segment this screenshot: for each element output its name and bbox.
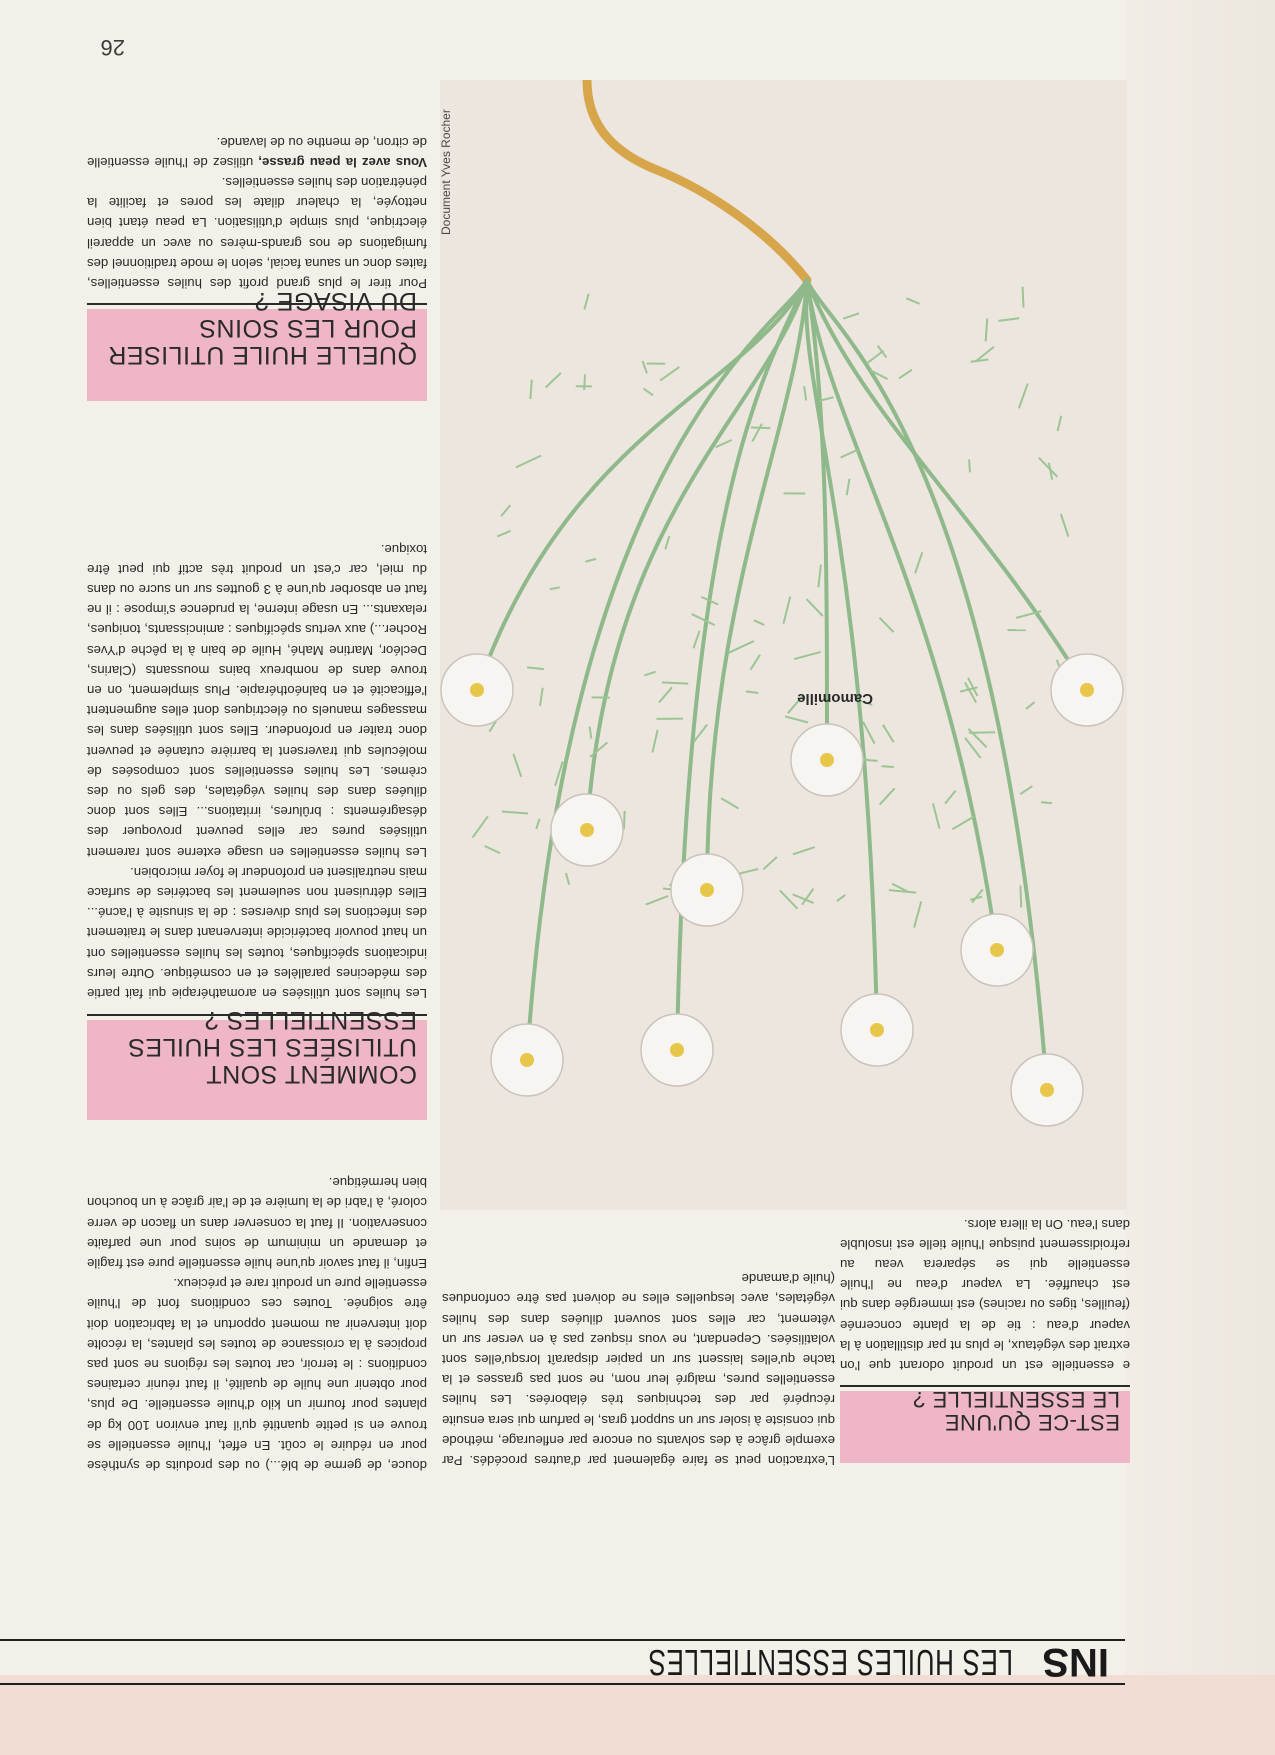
plant-caption: Camomille [797, 690, 873, 707]
leaf-frond [754, 620, 765, 625]
flower-center [1080, 683, 1094, 697]
leaf-frond [643, 389, 652, 396]
leaf-frond [585, 559, 596, 562]
column-3-paragraph-5: Pour tirer le plus grand profit des huiles essentielles, faites donc un sauna facial, selon le mode traditionnel des fumigations de nos grands-mères ou avec un appareil électrique, plus simple d'utilisation. La peau étant bien nettoyée, la chaleur dilate les pores et facilite la pénétration des huiles essentielles. [87, 174, 427, 291]
leaf-frond [550, 587, 560, 589]
leaf-frond [1058, 416, 1062, 431]
leaf-frond [999, 318, 1020, 321]
column-2-paragraph: L'extraction peut se faire également par d'autres procédés. Par exemple grâce à des solvants ou encore par enfleurage, méthode qui consiste à isoler sur un support gras, le parfum qui sera ensuite récupéré par des techniques très élaborées. Les huiles essentielles pures, malgré leur nom, ne sont pas grasses et la tache qu'elles laissent sur un papier disparaît lorsqu'elles sont volatilisées. Cependant, ne vous risquez pas à en verser sur un vêtement, car elles sont souvent diluées dans des huiles végétales, avec lesquelles elles ne doivent pas être confondues (huile d'amande [442, 1271, 835, 1468]
leaf-frond [546, 373, 561, 388]
column-3-text-bottom [87, 83, 427, 293]
leaf-frond [694, 725, 707, 742]
camomile-illustration [440, 80, 1127, 1210]
leaf-frond [889, 890, 916, 893]
leaf-frond [752, 424, 762, 442]
flower-center [1040, 1083, 1054, 1097]
tip-bold: Vous avez la peau grasse, [258, 154, 427, 170]
leaf-frond [780, 890, 798, 909]
running-header [0, 1639, 1125, 1685]
photo-credit: Document Yves Rocher [439, 109, 453, 235]
column-3-paragraph-4: Les huiles essentielles en usage externe sont rarement utilisées pures car elles peuvent provoquer des désagréments : brûlures, irritations... Elles sont donc diluées dans des huiles végétales, des gels ou des crèmes. Les huiles essentielles sont composées de molécules qui traversent la barrière cutanée et peuvent donc traiter en profondeur. Elles sont utilisées dans les massages manuels ou électriques dont elles augmentent l'efficacité et en balnéothérapie. Plus simplement, on en trouve dans de nombreux bains moussants (Clarins, Decléor, Martine Mahé, Huile de bain à la pêche d'Yves Rocher...) aux vertus spécifiques : amincissants, toniques, relaxants... En usage interne, la prudence s'impose : il ne faut en absorber qu'une à 3 gouttes sur un sucre ou dans du miel, car c'est un produit très actif qui peut être toxique. [87, 541, 427, 860]
leaf-frond [1041, 802, 1052, 803]
leaf-frond [914, 902, 921, 928]
leaf-frond [881, 766, 893, 767]
leaf-frond [501, 505, 510, 516]
column-1-paragraph: e essentielle est un produit odorant que l'on extrait des végétaux, le plus nt par distillation à la vapeur d'eau : tie de la plante concernée (feuilles, tiges ou racines) est immergée dans qui est chauffée. La vapeur d'eau ne l'huile essentielle qui se séparera veau au refroidissement puisque l'huile tielle est insoluble dans l'eau. On la illera alors. [840, 1216, 1130, 1373]
leaf-frond [899, 370, 912, 379]
leaf-frond [841, 449, 859, 457]
leaf-frond [497, 531, 510, 537]
leaf-frond [665, 536, 669, 549]
leaf-frond [659, 687, 672, 702]
leaf-frond [540, 688, 543, 706]
plant-stem [477, 280, 807, 690]
leaf-frond [646, 896, 668, 905]
leaf-frond [566, 873, 569, 885]
leaf-frond [590, 727, 592, 739]
leaf-frond [986, 318, 988, 341]
heading-rule [87, 303, 427, 305]
leaf-frond [536, 819, 539, 829]
page-number: 26 [100, 35, 125, 60]
leaf-frond [783, 597, 790, 624]
leaf-frond [794, 652, 821, 659]
leaf-frond [1026, 702, 1035, 709]
leaf-frond [590, 742, 607, 757]
flower-center [820, 753, 834, 767]
flower-center [580, 823, 594, 837]
leaf-frond [847, 479, 850, 495]
leaf-frond [527, 667, 544, 669]
leaf-frond [843, 313, 859, 318]
leaf-frond [883, 725, 894, 743]
column-3-text-top [87, 1075, 427, 1475]
heading-rule [87, 1014, 427, 1016]
heading-what-is-text: EST-CE QU'UNE LE ESSENTIELLE ? [912, 1387, 1120, 1435]
column-3-paragraph-1: douce, de germe de blé...) ou des produits de synthèse pour en réduire le coût. En effet, l'huile essentielle se trouve en si petite quantité qu'il faut environ 100 kg de plantes pour fournir un kilo d'huile essentielle. De plus, pour obtenir une huile de qualité, il faut réunir certaines conditions : le terroir, car toutes les régions ne sont pas propices à la croissance de toutes les plantes, la récolte doit intervenir au moment opportun et la fabrication doit être soignée. Toutes ces conditions font de l'huile essentielle pure un produit rare et précieux. [87, 1276, 427, 1473]
column-2-text [442, 1210, 835, 1470]
leaf-frond [763, 857, 777, 869]
heading-face-care [87, 287, 427, 401]
flower-center [700, 883, 714, 897]
column-3-paragraph-3: Les huiles sont utilisées en aromathérapie qui fait partie des médecines parallèles et en cosmétique. Outre leurs indications spécifiques, toutes les huiles essentielles ont un haut pouvoir bactéricide intervenant dans le traitement des infections les plus diverses : de la sinusite à l'acné... Elles détruisent non seulement les bactéries de surface mais neutralisent en profondeur le foyer microbien. [87, 864, 427, 1001]
leaf-frond [880, 788, 895, 804]
plant-stem [807, 280, 997, 950]
flower-center [470, 683, 484, 697]
leaf-frond [915, 552, 922, 573]
leaf-frond [1039, 458, 1058, 477]
leaf-frond [969, 732, 995, 733]
leaf-frond [584, 294, 588, 310]
flower-center [670, 1043, 684, 1057]
leaf-frond [945, 791, 955, 804]
leaf-frond [804, 386, 806, 400]
leaf-frond [693, 631, 699, 649]
heading-what-is [840, 1387, 1130, 1463]
leaf-frond [644, 672, 655, 676]
leaf-frond [969, 459, 970, 472]
leaf-frond [785, 716, 808, 722]
leaf-frond [820, 397, 834, 401]
column-3-text-mid [87, 383, 427, 1003]
leaf-frond [513, 754, 521, 777]
leaf-frond [662, 682, 688, 683]
leaf-frond [485, 846, 500, 853]
section-tag: INS [1042, 1640, 1109, 1684]
plant-root [587, 80, 807, 280]
leaf-frond [879, 618, 893, 632]
leaf-frond [1023, 287, 1024, 308]
leaf-frond [502, 812, 528, 814]
flower-center [990, 943, 1004, 957]
leaf-frond [750, 655, 760, 670]
leaf-frond [530, 380, 531, 399]
running-title: LES HUILES ESSENTIELLES [647, 1642, 1013, 1683]
leaf-frond [1061, 514, 1069, 537]
leaf-frond [1020, 886, 1021, 908]
camomile-drawing [440, 80, 1127, 1210]
tip-text: utilisez de l'huile essentielle de citron, de menthe ou de lavande. [87, 134, 427, 170]
plant-stem [527, 280, 807, 1060]
flower-center [520, 1053, 534, 1067]
leaf-frond [660, 367, 679, 381]
leaf-frond [652, 730, 657, 753]
leaf-frond [643, 361, 647, 373]
paper-fold-shadow [1125, 0, 1275, 1755]
header-band [0, 1675, 1275, 1755]
leaf-frond [971, 360, 989, 362]
leaf-frond [933, 803, 940, 828]
flower-center [870, 1023, 884, 1037]
leaf-frond [793, 847, 815, 854]
leaf-frond [863, 722, 874, 744]
heading-face-care-text: QUELLE HUILE UTILISER POUR LES SOINS DU VISAGE ? [107, 287, 417, 369]
leaf-frond [473, 816, 488, 837]
leaf-frond [867, 351, 884, 364]
leaf-frond [624, 811, 625, 830]
leaf-frond [746, 691, 758, 693]
leaf-frond [584, 374, 585, 390]
leaf-frond [965, 738, 981, 758]
heading-how-used-text: COMMENT SONT UTILISÉES LES HUILES ESSENTIELLES ? [127, 1006, 417, 1088]
leaf-frond [721, 798, 738, 808]
leaf-frond [692, 614, 715, 625]
column-3-paragraph-2: Enfin, il faut savoir qu'une huile essentielle pure est fragile et demande un minimum de soins pour une parfaite conservation. Il faut la conserver dans un flacon de verre coloré, à l'abri de la lumière et de l'air grâce à un bouchon bien hermétique. [87, 1175, 427, 1271]
plant-stem [806, 280, 877, 1030]
plant-stem [587, 280, 807, 830]
leaf-frond [818, 565, 821, 588]
tip-paragraph [87, 131, 427, 171]
heading-how-used [87, 1006, 427, 1120]
leaf-frond [729, 641, 754, 653]
leaf-frond [1019, 383, 1028, 408]
leaf-frond [1020, 786, 1032, 794]
leaf-frond [965, 682, 976, 702]
leaf-frond [837, 895, 845, 901]
leaf-frond [906, 298, 919, 304]
leaf-frond [516, 456, 541, 468]
leaf-frond [952, 816, 974, 829]
heading-rule [840, 1385, 1130, 1387]
leaf-frond [807, 599, 823, 616]
